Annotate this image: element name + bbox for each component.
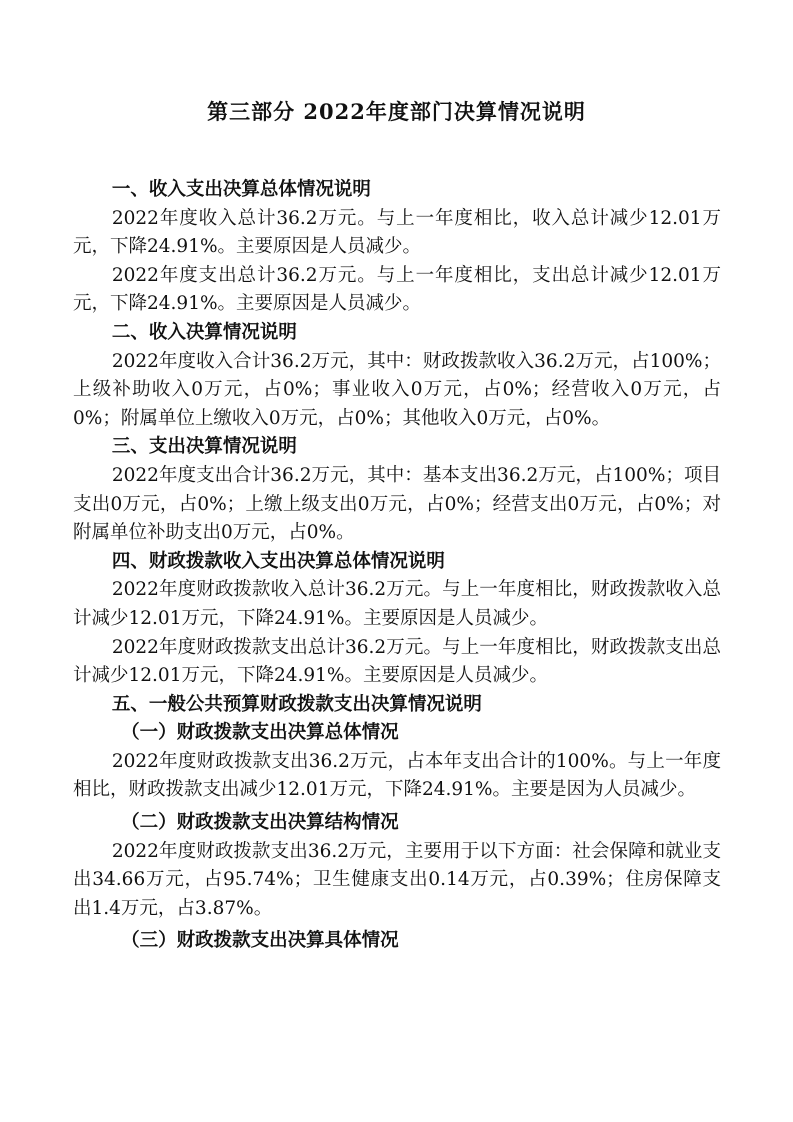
section-5-1-paragraph: 2022年度财政拨款支出36.2万元，占本年支出合计的100%。与上一年度相比，财政拨款支出减少12.01万元，下降24.91%。主要是因为人员减少。 — [73, 750, 721, 801]
section-4-paragraph-1: 2022年度财政拨款收入总计36.2万元。与上一年度相比，财政拨款收入总计减少12.01万元，下降24.91%。主要原因是人员减少。 — [73, 579, 721, 629]
section-1-heading: 一、收入支出决算总体情况说明 — [111, 179, 371, 200]
section-4-paragraph-2: 2022年度财政拨款支出总计36.2万元。与上一年度相比，财政拨款支出总计减少12.01万元，下降24.91%。主要原因是人员减少。 — [73, 636, 721, 687]
section-5-subheading-2: （二）财政拨款支出决算结构情况 — [121, 812, 399, 834]
section-5-subheading-3: （三）财政拨款支出决算具体情况 — [121, 930, 399, 952]
section-3-heading: 三、支出决算情况说明 — [111, 436, 297, 458]
section-1-paragraph-1: 2022年度收入总计36.2万元。与上一年度相比，收入总计减少12.01万元，下降24.91%。主要原因是人员减少。 — [73, 207, 721, 258]
section-5-subheading-1: （一）财政拨款支出决算总体情况 — [121, 722, 399, 744]
section-5-2-paragraph: 2022年度财政拨款支出36.2万元，主要用于以下方面：社会保障和就业支出34.66万元，占95.74%；卫生健康支出0.14万元，占0.39%；住房保障支出1.4万元，占3.87%。 — [73, 840, 721, 919]
document-body — [73, 176, 721, 956]
section-2-paragraph-1: 2022年度收入合计36.2万元，其中：财政拨款收入36.2万元，占100%；上级补助收入0万元，占0%；事业收入0万元，占0%；经营收入0万元，占0%；附属单位上缴收入0万元，占0%；其他收入0万元，占0%。 — [73, 350, 721, 429]
section-2-heading: 二、收入决算情况说明 — [111, 321, 297, 343]
section-4-heading: 四、财政拨款收入支出决算总体情况说明 — [111, 550, 445, 572]
section-3-paragraph-1: 2022年度支出合计36.2万元，其中：基本支出36.2万元，占100%；项目支出0万元，占0%；上缴上级支出0万元，占0%；经营支出0万元，占0%；对附属单位补助支出0万元，占0%。 — [73, 464, 721, 544]
section-1-paragraph-2: 2022年度支出总计36.2万元。与上一年度相比，支出总计减少12.01万元，下降24.91%。主要原因是人员减少。 — [73, 264, 721, 315]
page-title: 第三部分 2022年度部门决算情况说明 — [207, 99, 586, 124]
section-5-heading: 五、一般公共预算财政拨款支出决算情况说明 — [111, 693, 482, 715]
